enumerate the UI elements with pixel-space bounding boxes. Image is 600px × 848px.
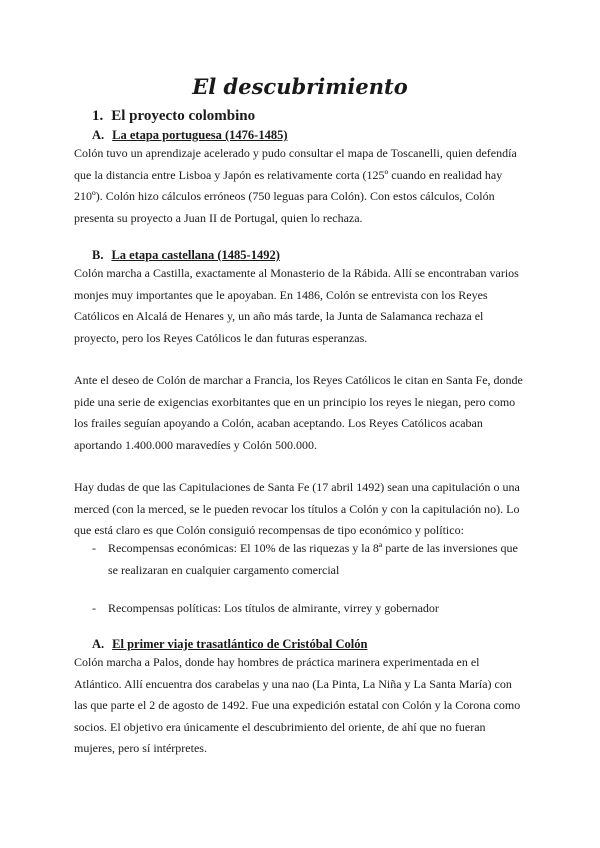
list-item-recompensas-economicas <box>92 538 526 581</box>
bullet-dash: - <box>92 541 96 555</box>
subsection-heading-portuguesa <box>92 128 288 143</box>
paragraph-portuguesa: Colón tuvo un aprendizaje acelerado y pudo consultar el mapa de Toscanelli, quien defendía que la distancia entre Lisboa y Japón es relativamente corta (125º cuando en realidad hay 210º). Colón hizo cálculos erróneos (750 leguas para Colón). Con estos cálculos, Colón presenta su proyecto a Juan II de Portugal, quien lo rechaza. <box>74 146 517 225</box>
document-title: El descubrimiento <box>192 74 408 99</box>
bullet-dash: - <box>92 601 96 615</box>
paragraph-castellana-2: Ante el deseo de Colón de marchar a Francia, los Reyes Católicos le citan en Santa Fe, donde pide una serie de exigencias exorbitantes que en un principio los reyes le niegan, pero como los frailes seguían apoyando a Colón, acaban aceptando. Los Reyes Católicos acaban aportando 1.400.000 maravedíes y Colón 500.000. <box>74 373 523 452</box>
list-item-recompensas-politicas <box>92 598 526 620</box>
subsection-title: La etapa castellana (1485-1492) <box>111 248 280 262</box>
subsection-letter: B. <box>92 248 104 262</box>
section-number: 1. <box>92 108 104 124</box>
subsection-title: La etapa portuguesa (1476-1485) <box>112 128 288 142</box>
section-heading-1 <box>92 108 255 125</box>
list-item-text: Recompensas políticas: Los títulos de almirante, virrey y gobernador <box>108 601 439 615</box>
subsection-title: El primer viaje trasatlántico de Cristóbal Colón <box>112 637 368 651</box>
paragraph-primer-viaje: Colón marcha a Palos, donde hay hombres de práctica marinera experimentada en el Atlántico. Allí encuentra dos carabelas y una nao (La Pinta, La Niña y La Santa María) con las que parte el 2 de agosto de 1492. Fue una expedición estatal con Colón y la Corona como socios. El objetivo era únicamente el descubrimiento del oriente, de ahí que no fueran mujeres, pero sí intérpretes. <box>74 655 521 755</box>
subsection-letter: A. <box>92 128 105 142</box>
subsection-heading-castellana <box>92 248 280 263</box>
section-title: El proyecto colombino <box>111 108 256 124</box>
paragraph-castellana-3: Hay dudas de que las Capitulaciones de Santa Fe (17 abril 1492) sean una capitulación o una merced (con la merced, se le pueden revocar los títulos a Colón y con la capitulación no). Lo que está claro es que Colón consiguió recompensas de tipo económico y político: <box>74 480 520 537</box>
subsection-letter: A. <box>92 637 105 651</box>
list-item-text: Recompensas económicas: El 10% de las riquezas y la 8ª parte de las inversiones que se realizaran en cualquier cargamento comercial <box>108 541 518 577</box>
paragraph-castellana-1: Colón marcha a Castilla, exactamente al Monasterio de la Rábida. Allí se encontraban varios monjes muy importantes que le apoyaban. En 1486, Colón se entrevista con los Reyes Católicos en Alcalá de Henares y, un año más tarde, la Junta de Salamanca rechaza el proyecto, pero los Reyes Católicos le dan futuras esperanzas. <box>74 266 519 345</box>
subsection-heading-primer-viaje <box>92 637 367 652</box>
